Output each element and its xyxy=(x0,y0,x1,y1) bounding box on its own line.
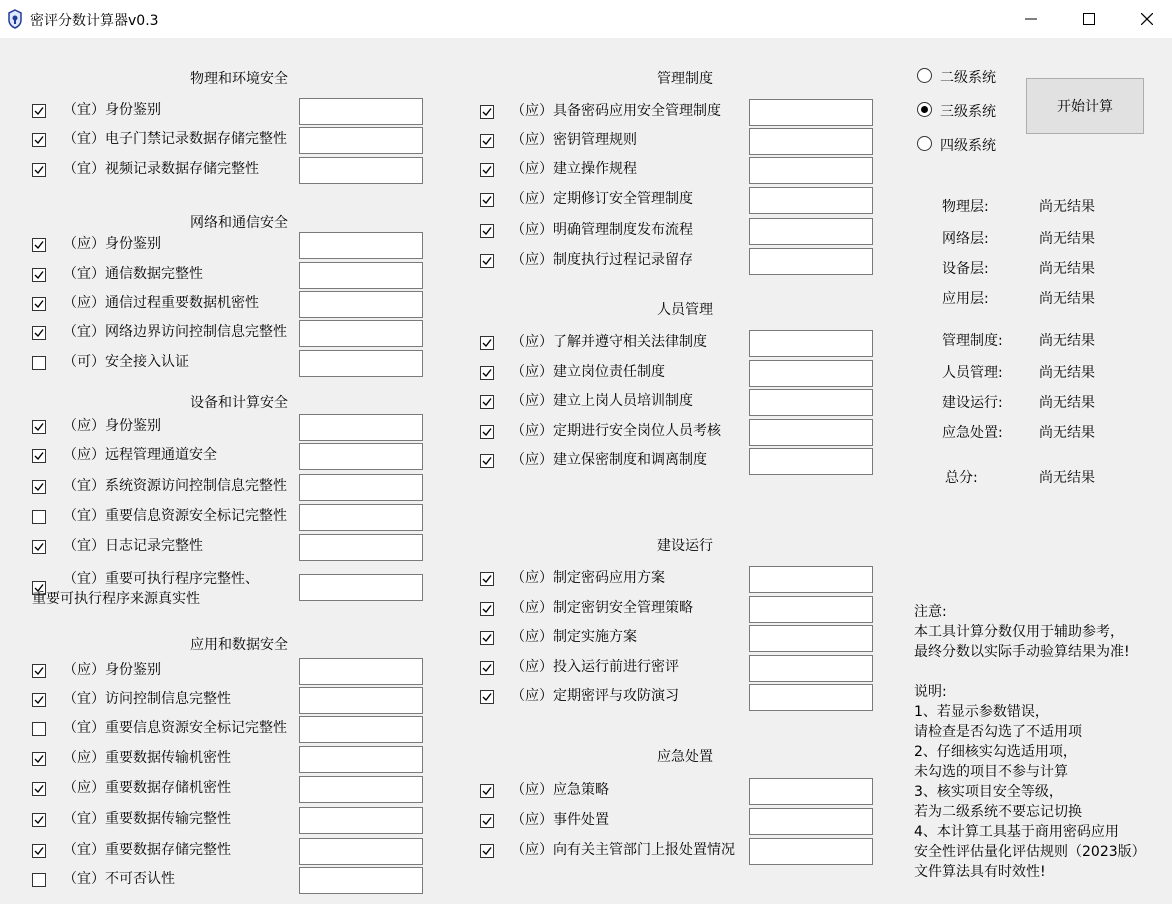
item-row-network xyxy=(32,232,423,260)
result-label-management: 管理制度: xyxy=(942,333,1003,349)
item-row-application xyxy=(32,807,423,835)
item-label: （应）通信过程重要数据机密性 xyxy=(63,295,259,311)
item-score-input[interactable] xyxy=(749,128,873,155)
item-row-physical xyxy=(32,127,423,155)
window-title: 密评分数计算器v0.3 xyxy=(30,13,159,29)
check-icon xyxy=(34,270,44,280)
check-icon xyxy=(482,256,492,266)
item-label: （宜）重要数据存储完整性 xyxy=(63,842,231,858)
note-line: 注意: xyxy=(914,604,947,620)
item-checkbox[interactable] xyxy=(480,784,494,798)
check-icon xyxy=(34,482,44,492)
item-score-input[interactable] xyxy=(299,98,423,125)
item-row-management xyxy=(480,157,873,185)
item-score-input[interactable] xyxy=(299,474,423,501)
section-title-personnel: 人员管理 xyxy=(657,302,713,318)
item-row-application xyxy=(32,838,423,866)
item-row-construction xyxy=(480,596,873,624)
item-checkbox[interactable] xyxy=(32,297,46,311)
radio-label: 二级系统 xyxy=(940,70,996,86)
check-icon xyxy=(34,846,44,856)
item-checkbox[interactable] xyxy=(480,224,494,238)
item-label: （宜）重要数据传输完整性 xyxy=(63,811,231,827)
item-score-input[interactable] xyxy=(299,232,423,259)
item-row-application xyxy=(32,716,423,744)
item-checkbox[interactable] xyxy=(32,133,46,147)
item-score-input[interactable] xyxy=(749,808,873,835)
radio-circle xyxy=(917,102,932,117)
result-value-construction: 尚无结果 xyxy=(1039,395,1095,411)
item-checkbox[interactable] xyxy=(32,693,46,707)
item-label: （应）身份鉴别 xyxy=(63,418,161,434)
item-label: （宜）身份鉴别 xyxy=(63,102,161,118)
item-label: （应）制定实施方案 xyxy=(511,629,637,645)
item-label: （应）重要数据传输机密性 xyxy=(63,750,231,766)
note-line: 请检查是否勾选了不适用项 xyxy=(914,724,1082,740)
item-checkbox[interactable] xyxy=(32,752,46,766)
item-checkbox[interactable] xyxy=(32,104,46,118)
item-label: （应）事件处置 xyxy=(511,812,609,828)
check-icon xyxy=(34,815,44,825)
item-score-input[interactable] xyxy=(299,746,423,773)
item-row-network xyxy=(32,291,423,319)
item-row-physical xyxy=(32,157,423,185)
item-label: （宜）视频记录数据存储完整性 xyxy=(63,161,259,177)
item-row-construction xyxy=(480,566,873,594)
item-score-input[interactable] xyxy=(299,443,423,470)
item-checkbox[interactable] xyxy=(32,268,46,282)
close-icon xyxy=(1141,13,1153,25)
check-icon xyxy=(34,451,44,461)
result-value-emergency: 尚无结果 xyxy=(1039,425,1095,441)
item-label: （应）具备密码应用安全管理制度 xyxy=(511,103,721,119)
item-checkbox[interactable] xyxy=(480,366,494,380)
item-label: （应）应急策略 xyxy=(511,782,609,798)
item-row-device xyxy=(32,534,423,562)
item-checkbox[interactable] xyxy=(480,454,494,468)
item-checkbox[interactable] xyxy=(480,572,494,586)
result-label-device: 设备层: xyxy=(942,261,989,277)
section-title-device: 设备和计算安全 xyxy=(190,395,288,411)
section-title-physical: 物理和环境安全 xyxy=(190,71,288,87)
item-row-application xyxy=(32,658,423,686)
check-icon xyxy=(34,542,44,552)
item-checkbox[interactable] xyxy=(32,510,46,524)
item-score-input[interactable] xyxy=(299,320,423,347)
minimize-icon xyxy=(1025,13,1037,25)
check-icon xyxy=(482,165,492,175)
check-icon xyxy=(34,106,44,116)
item-label: （应）向有关主管部门上报处置情况 xyxy=(511,842,735,858)
check-icon xyxy=(482,663,492,673)
item-score-input[interactable] xyxy=(749,596,873,623)
section-title-emergency: 应急处置 xyxy=(657,749,713,765)
item-checkbox[interactable] xyxy=(32,163,46,177)
item-score-input[interactable] xyxy=(299,534,423,561)
item-label: （应）建立操作规程 xyxy=(511,161,637,177)
item-checkbox[interactable] xyxy=(32,420,46,434)
item-row-device xyxy=(32,414,423,442)
result-label-construction: 建设运行: xyxy=(942,395,1003,411)
item-checkbox[interactable] xyxy=(32,449,46,463)
section-title-management: 管理制度 xyxy=(657,71,713,87)
result-value-application: 尚无结果 xyxy=(1039,291,1095,307)
item-label: （宜）不可否认性 xyxy=(63,871,175,887)
item-row-management xyxy=(480,218,873,246)
item-row-network xyxy=(32,262,423,290)
check-icon xyxy=(482,816,492,826)
note-line: 2、仔细核实勾选适用项， xyxy=(914,744,1077,760)
check-icon xyxy=(482,397,492,407)
item-row-device xyxy=(32,474,423,502)
item-label: （应）制定密码应用方案 xyxy=(511,570,665,586)
item-row-emergency xyxy=(480,808,873,836)
note-line: 4、本计算工具基于商用密码应用 xyxy=(914,824,1119,840)
check-icon xyxy=(482,226,492,236)
item-label: （宜）网络边界访问控制信息完整性 xyxy=(63,324,287,340)
item-score-input[interactable] xyxy=(749,99,873,126)
item-score-input[interactable] xyxy=(749,419,873,446)
item-score-input[interactable] xyxy=(749,448,873,475)
check-icon xyxy=(34,135,44,145)
item-label: （宜）重要可执行程序完整性、 xyxy=(63,571,259,587)
check-icon xyxy=(482,456,492,466)
item-row-personnel xyxy=(480,330,873,358)
item-checkbox[interactable] xyxy=(480,661,494,675)
item-checkbox[interactable] xyxy=(32,722,46,736)
check-icon xyxy=(482,786,492,796)
check-icon xyxy=(34,666,44,676)
item-checkbox[interactable] xyxy=(480,193,494,207)
title-bar xyxy=(0,0,1172,38)
item-checkbox[interactable] xyxy=(32,664,46,678)
note-line: 安全性评估量化评估规则（2023版） xyxy=(914,844,1146,860)
item-score-input[interactable] xyxy=(299,414,423,441)
start-calculate-button[interactable]: 开始计算 xyxy=(1026,78,1144,134)
result-value-device: 尚无结果 xyxy=(1039,261,1095,277)
maximize-button[interactable] xyxy=(1060,0,1118,38)
item-checkbox[interactable] xyxy=(32,326,46,340)
item-row-construction xyxy=(480,655,873,683)
radio-label: 四级系统 xyxy=(940,138,996,154)
item-row-emergency xyxy=(480,838,873,866)
item-label: （应）建立上岗人员培训制度 xyxy=(511,393,693,409)
check-icon xyxy=(482,846,492,856)
item-checkbox[interactable] xyxy=(32,782,46,796)
item-score-input[interactable] xyxy=(749,248,873,275)
result-label-application: 应用层: xyxy=(942,291,989,307)
item-label: （宜）重要信息资源安全标记完整性 xyxy=(63,720,287,736)
item-label: （宜）访问控制信息完整性 xyxy=(63,691,231,707)
item-label: （宜）重要信息资源安全标记完整性 xyxy=(63,508,287,524)
app-icon xyxy=(6,9,24,29)
item-label: （应）身份鉴别 xyxy=(63,662,161,678)
item-score-input[interactable] xyxy=(299,350,423,377)
item-checkbox[interactable] xyxy=(32,540,46,554)
item-row-application xyxy=(32,687,423,715)
item-checkbox[interactable] xyxy=(480,134,494,148)
note-line: 说明: xyxy=(914,684,947,700)
note-line: 本工具计算分数仅用于辅助参考， xyxy=(914,624,1124,640)
item-score-input[interactable] xyxy=(299,716,423,743)
result-label-personnel: 人员管理: xyxy=(942,365,1003,381)
check-icon xyxy=(482,136,492,146)
check-icon xyxy=(482,574,492,584)
section-title-network: 网络和通信安全 xyxy=(190,215,288,231)
check-icon xyxy=(34,328,44,338)
item-label: （宜）电子门禁记录数据存储完整性 xyxy=(63,131,287,147)
radio-circle xyxy=(917,136,932,151)
item-score-input[interactable] xyxy=(749,778,873,805)
item-score-input[interactable] xyxy=(749,838,873,865)
check-icon xyxy=(482,195,492,205)
item-row-management xyxy=(480,248,873,276)
item-checkbox[interactable] xyxy=(32,844,46,858)
item-checkbox[interactable] xyxy=(480,814,494,828)
item-label: （应）重要数据存储机密性 xyxy=(63,780,231,796)
check-icon xyxy=(482,368,492,378)
check-icon xyxy=(482,633,492,643)
item-row-emergency xyxy=(480,778,873,806)
item-score-input[interactable] xyxy=(749,330,873,357)
item-score-input[interactable] xyxy=(299,291,423,318)
result-value-network: 尚无结果 xyxy=(1039,231,1095,247)
item-score-input[interactable] xyxy=(749,655,873,682)
item-label: （应）密钥管理规则 xyxy=(511,132,637,148)
item-checkbox[interactable] xyxy=(480,163,494,177)
item-checkbox[interactable] xyxy=(480,425,494,439)
item-score-input[interactable] xyxy=(299,262,423,289)
item-label: （应）投入运行前进行密评 xyxy=(511,659,679,675)
radio-label: 三级系统 xyxy=(940,104,996,120)
item-checkbox[interactable] xyxy=(480,105,494,119)
item-label: （宜）系统资源访问控制信息完整性 xyxy=(63,478,287,494)
item-score-input[interactable] xyxy=(749,360,873,387)
close-button[interactable] xyxy=(1118,0,1172,38)
item-checkbox[interactable] xyxy=(480,631,494,645)
result-value-management: 尚无结果 xyxy=(1039,333,1095,349)
item-score-input[interactable] xyxy=(749,684,873,711)
item-checkbox[interactable] xyxy=(32,480,46,494)
item-score-input[interactable] xyxy=(749,187,873,214)
item-score-input[interactable] xyxy=(749,157,873,184)
item-row-personnel xyxy=(480,448,873,476)
item-row-management xyxy=(480,99,873,127)
radio-dot xyxy=(921,106,928,113)
check-icon xyxy=(482,692,492,702)
check-icon xyxy=(34,784,44,794)
result-value-physical: 尚无结果 xyxy=(1039,199,1095,215)
item-checkbox[interactable] xyxy=(480,395,494,409)
item-label: （应）定期进行安全岗位人员考核 xyxy=(511,423,721,439)
item-checkbox[interactable] xyxy=(32,356,46,370)
result-value-total: 尚无结果 xyxy=(1039,470,1095,486)
item-checkbox[interactable] xyxy=(32,813,46,827)
item-row-personnel xyxy=(480,360,873,388)
item-row-construction xyxy=(480,684,873,712)
minimize-button[interactable] xyxy=(1002,0,1060,38)
item-label: （应）远程管理通道安全 xyxy=(63,447,217,463)
check-icon xyxy=(34,754,44,764)
result-value-personnel: 尚无结果 xyxy=(1039,365,1095,381)
result-label-network: 网络层: xyxy=(942,231,989,247)
item-label: （应）建立岗位责任制度 xyxy=(511,364,665,380)
check-icon xyxy=(34,422,44,432)
item-score-input[interactable] xyxy=(299,776,423,803)
item-checkbox[interactable] xyxy=(480,844,494,858)
note-line: 未勾选的项目不参与计算 xyxy=(914,764,1068,780)
item-label: （可）安全接入认证 xyxy=(63,354,189,370)
item-checkbox[interactable] xyxy=(480,336,494,350)
item-checkbox[interactable] xyxy=(480,690,494,704)
item-label: （应）定期密评与攻防演习 xyxy=(511,688,679,704)
item-label: （宜）日志记录完整性 xyxy=(63,538,203,554)
item-label: （应）身份鉴别 xyxy=(63,236,161,252)
check-icon xyxy=(482,107,492,117)
item-label-line2: 重要可执行程序来源真实性 xyxy=(32,591,200,607)
section-title-construction: 建设运行 xyxy=(657,538,713,554)
item-score-input[interactable] xyxy=(299,157,423,184)
check-icon xyxy=(482,604,492,614)
check-icon xyxy=(482,338,492,348)
item-row-network xyxy=(32,320,423,348)
item-row-application xyxy=(32,867,423,895)
item-score-input[interactable] xyxy=(749,389,873,416)
item-row-device xyxy=(32,571,423,614)
item-row-personnel xyxy=(480,389,873,417)
item-label: （应）制定密钥安全管理策略 xyxy=(511,600,693,616)
item-checkbox[interactable] xyxy=(32,873,46,887)
note-line: 3、核实项目安全等级， xyxy=(914,784,1063,800)
check-icon xyxy=(34,165,44,175)
item-label: （应）明确管理制度发布流程 xyxy=(511,222,693,238)
section-title-application: 应用和数据安全 xyxy=(190,637,288,653)
item-row-management xyxy=(480,128,873,156)
maximize-icon xyxy=(1083,13,1095,25)
item-score-input[interactable] xyxy=(299,807,423,834)
check-icon xyxy=(34,240,44,250)
note-line: 文件算法具有时效性! xyxy=(914,864,1046,880)
result-label-emergency: 应急处置: xyxy=(942,425,1003,441)
note-line: 若为二级系统不要忘记切换 xyxy=(914,804,1082,820)
result-label-physical: 物理层: xyxy=(942,199,989,215)
item-label: （应）建立保密制度和调离制度 xyxy=(511,452,707,468)
check-icon xyxy=(34,695,44,705)
item-row-personnel xyxy=(480,419,873,447)
item-row-application xyxy=(32,776,423,804)
item-row-management xyxy=(480,187,873,215)
item-label: （应）了解并遵守相关法律制度 xyxy=(511,334,707,350)
item-score-input[interactable] xyxy=(749,218,873,245)
note-line: 最终分数以实际手动验算结果为准! xyxy=(914,644,1130,660)
item-row-physical xyxy=(32,98,423,126)
item-score-input[interactable] xyxy=(299,127,423,154)
item-row-network xyxy=(32,350,423,378)
item-checkbox[interactable] xyxy=(480,602,494,616)
item-label: （宜）通信数据完整性 xyxy=(63,266,203,282)
item-label: （应）制度执行过程记录留存 xyxy=(511,252,693,268)
item-score-input[interactable] xyxy=(299,867,423,894)
item-checkbox[interactable] xyxy=(480,254,494,268)
result-label-total: 总分: xyxy=(945,470,978,486)
item-row-device xyxy=(32,504,423,532)
item-score-input[interactable] xyxy=(299,687,423,714)
note-line: 1、若显示参数错误， xyxy=(914,704,1049,720)
item-score-input[interactable] xyxy=(299,574,423,601)
item-score-input[interactable] xyxy=(749,566,873,593)
item-score-input[interactable] xyxy=(749,625,873,652)
check-icon xyxy=(482,427,492,437)
check-icon xyxy=(34,299,44,309)
item-checkbox[interactable] xyxy=(32,238,46,252)
item-row-construction xyxy=(480,625,873,653)
item-score-input[interactable] xyxy=(299,838,423,865)
radio-circle xyxy=(917,68,932,83)
item-score-input[interactable] xyxy=(299,658,423,685)
item-score-input[interactable] xyxy=(299,504,423,531)
item-label: （应）定期修订安全管理制度 xyxy=(511,191,693,207)
item-row-application xyxy=(32,746,423,774)
item-row-device xyxy=(32,443,423,471)
